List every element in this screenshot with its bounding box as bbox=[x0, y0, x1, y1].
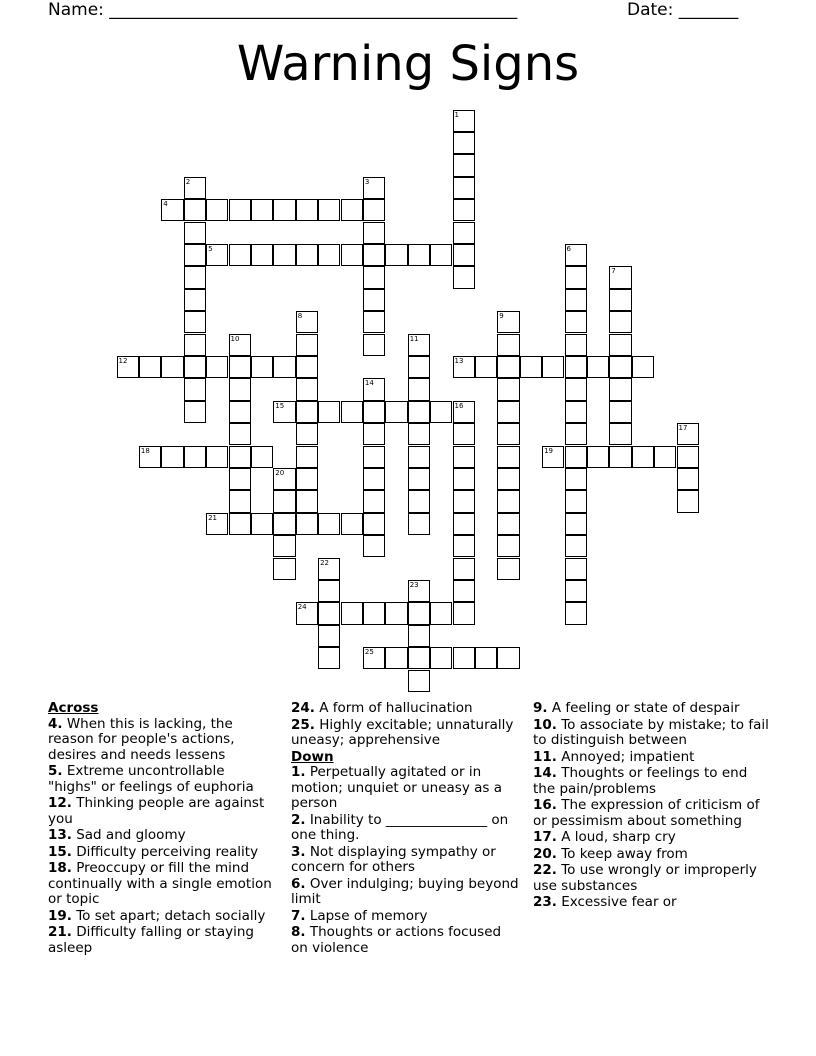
grid-cell[interactable] bbox=[229, 378, 251, 400]
grid-cell[interactable] bbox=[565, 580, 587, 602]
grid-cell[interactable] bbox=[565, 446, 587, 468]
clue-text: Over indulging; buying beyond limit bbox=[291, 875, 519, 907]
grid-cell[interactable] bbox=[363, 513, 385, 535]
clue-number: 24 bbox=[297, 603, 307, 612]
clue-item bbox=[291, 701, 519, 717]
clue-item bbox=[533, 830, 769, 846]
clue-text: The expression of criticism of or pessimism about something bbox=[533, 797, 760, 829]
grid-cell[interactable] bbox=[184, 199, 206, 221]
grid-cell[interactable] bbox=[184, 446, 206, 468]
grid-cell[interactable] bbox=[632, 446, 654, 468]
grid-cell[interactable] bbox=[363, 535, 385, 557]
grid-cell[interactable] bbox=[273, 490, 295, 512]
grid-cell[interactable] bbox=[430, 602, 452, 624]
grid-cell[interactable] bbox=[408, 401, 430, 423]
grid-cell[interactable] bbox=[565, 423, 587, 445]
clue-number: 13 bbox=[454, 356, 464, 365]
grid-cell[interactable] bbox=[497, 513, 519, 535]
clue-number: 12. bbox=[48, 795, 72, 811]
grid-cell[interactable] bbox=[453, 602, 475, 624]
grid-cell[interactable] bbox=[385, 647, 407, 669]
clue-number: 9. bbox=[533, 700, 548, 716]
grid-cell[interactable] bbox=[677, 423, 699, 445]
grid-cell[interactable] bbox=[453, 468, 475, 490]
grid-cell[interactable] bbox=[296, 356, 318, 378]
clue-item bbox=[48, 909, 276, 925]
clue-number: 6. bbox=[291, 875, 306, 892]
grid-cell[interactable] bbox=[363, 468, 385, 490]
clue-number: 3 bbox=[364, 177, 370, 186]
grid-cell[interactable] bbox=[229, 401, 251, 423]
grid-cell[interactable] bbox=[184, 401, 206, 423]
grid-cell[interactable] bbox=[565, 401, 587, 423]
clue-text: A form of hallucination bbox=[314, 700, 473, 716]
grid-cell[interactable] bbox=[453, 647, 475, 669]
grid-cell[interactable] bbox=[565, 490, 587, 512]
grid-cell[interactable] bbox=[229, 423, 251, 445]
clue-text: A loud, sharp cry bbox=[556, 829, 676, 845]
clue-text: Preoccupy or fill the mind continually with a single emotion or topic bbox=[48, 860, 272, 907]
grid-cell[interactable] bbox=[363, 378, 385, 400]
grid-cell[interactable] bbox=[565, 311, 587, 333]
grid-cell[interactable] bbox=[408, 647, 430, 669]
clue-text: To set apart; detach socially bbox=[71, 907, 266, 924]
clue-number: 24. bbox=[291, 700, 315, 716]
grid-cell[interactable] bbox=[430, 401, 452, 423]
grid-cell[interactable] bbox=[184, 177, 206, 199]
grid-cell[interactable] bbox=[184, 244, 206, 266]
clue-number: 11 bbox=[409, 334, 419, 343]
grid-cell[interactable] bbox=[363, 311, 385, 333]
grid-cell[interactable] bbox=[408, 446, 430, 468]
clue-number: 7. bbox=[291, 907, 306, 924]
clue-number: 15 bbox=[275, 401, 285, 410]
clue-number: 8. bbox=[291, 924, 306, 940]
grid-cell[interactable] bbox=[632, 356, 654, 378]
grid-cell[interactable] bbox=[408, 378, 430, 400]
clues-column-2 bbox=[291, 701, 519, 957]
grid-cell[interactable] bbox=[453, 266, 475, 288]
grid-cell[interactable] bbox=[587, 356, 609, 378]
grid-cell[interactable] bbox=[318, 602, 340, 624]
grid-cell[interactable] bbox=[318, 558, 340, 580]
grid-cell[interactable] bbox=[363, 199, 385, 221]
grid-cell[interactable] bbox=[408, 334, 430, 356]
clue-text: Highly excitable; unnaturally uneasy; apprehensive bbox=[291, 716, 514, 748]
clue-item bbox=[291, 909, 519, 925]
clue-number: 2. bbox=[291, 811, 306, 828]
clue-item bbox=[291, 765, 519, 812]
clue-text: Lapse of memory bbox=[305, 907, 428, 924]
grid-cell[interactable] bbox=[453, 535, 475, 557]
grid-cell[interactable] bbox=[273, 468, 295, 490]
grid-cell[interactable] bbox=[296, 199, 318, 221]
grid-cell[interactable] bbox=[453, 244, 475, 266]
clue-number: 15. bbox=[48, 843, 72, 860]
clue-number: 17 bbox=[678, 424, 688, 433]
grid-cell[interactable] bbox=[229, 356, 251, 378]
grid-cell[interactable] bbox=[497, 647, 519, 669]
grid-cell[interactable] bbox=[184, 334, 206, 356]
clue-number: 4. bbox=[48, 715, 63, 732]
clue-number: 4 bbox=[163, 200, 168, 209]
clue-item bbox=[291, 845, 519, 876]
grid-cell[interactable] bbox=[497, 446, 519, 468]
clue-text: Inability to _______________ on one thing. bbox=[291, 811, 509, 843]
clue-number: 1. bbox=[291, 764, 306, 780]
clue-item bbox=[48, 925, 276, 956]
grid-cell[interactable] bbox=[229, 244, 251, 266]
clue-number: 14. bbox=[533, 765, 557, 781]
grid-cell[interactable] bbox=[206, 356, 228, 378]
grid-cell[interactable] bbox=[609, 356, 631, 378]
clue-number: 16 bbox=[454, 401, 464, 410]
grid-cell[interactable] bbox=[318, 647, 340, 669]
clue-number: 5. bbox=[48, 763, 63, 779]
grid-cell[interactable] bbox=[408, 423, 430, 445]
clues-column-3 bbox=[533, 701, 769, 912]
grid-cell[interactable] bbox=[520, 356, 542, 378]
grid-cell[interactable] bbox=[273, 401, 295, 423]
grid-cell[interactable] bbox=[251, 356, 273, 378]
clue-number: 10 bbox=[230, 334, 240, 343]
grid-cell[interactable] bbox=[408, 244, 430, 266]
grid-cell[interactable] bbox=[565, 378, 587, 400]
grid-cell[interactable] bbox=[318, 625, 340, 647]
grid-cell[interactable] bbox=[363, 602, 385, 624]
grid-cell[interactable] bbox=[363, 401, 385, 423]
grid-cell[interactable] bbox=[296, 602, 318, 624]
clue-item bbox=[533, 847, 769, 863]
grid-cell[interactable] bbox=[453, 446, 475, 468]
clue-item bbox=[291, 925, 519, 956]
clue-item bbox=[533, 718, 769, 749]
grid-cell[interactable] bbox=[229, 334, 251, 356]
grid-cell[interactable] bbox=[453, 558, 475, 580]
grid-cell[interactable] bbox=[453, 513, 475, 535]
grid-cell[interactable] bbox=[565, 266, 587, 288]
date-field[interactable]: Date: _______ bbox=[627, 0, 739, 20]
grid-cell[interactable] bbox=[408, 468, 430, 490]
grid-cell[interactable] bbox=[161, 199, 183, 221]
clue-text: Difficulty perceiving reality bbox=[71, 843, 259, 860]
clue-text: To associate by mistake; to fail to distinguish between bbox=[533, 716, 769, 748]
grid-cell[interactable] bbox=[453, 490, 475, 512]
grid-cell[interactable] bbox=[497, 311, 519, 333]
grid-cell[interactable] bbox=[206, 513, 228, 535]
grid-cell[interactable] bbox=[363, 222, 385, 244]
grid-cell[interactable] bbox=[341, 401, 363, 423]
clue-text: When this is lacking, the reason for people's actions, desires and needs lessens bbox=[48, 715, 235, 763]
grid-cell[interactable] bbox=[677, 490, 699, 512]
clue-number: 23. bbox=[533, 894, 557, 910]
grid-cell[interactable] bbox=[497, 423, 519, 445]
clue-item bbox=[533, 766, 769, 797]
grid-cell[interactable] bbox=[408, 490, 430, 512]
grid-cell[interactable] bbox=[609, 289, 631, 311]
clue-item bbox=[533, 750, 769, 766]
grid-cell[interactable] bbox=[497, 535, 519, 557]
grid-cell[interactable] bbox=[206, 244, 228, 266]
grid-cell[interactable] bbox=[296, 244, 318, 266]
grid-cell[interactable] bbox=[497, 401, 519, 423]
grid-cell[interactable] bbox=[565, 289, 587, 311]
grid-cell[interactable] bbox=[341, 602, 363, 624]
clue-item bbox=[48, 764, 276, 795]
grid-cell[interactable] bbox=[609, 334, 631, 356]
clue-text: Excessive fear or bbox=[556, 894, 677, 910]
grid-cell[interactable] bbox=[229, 199, 251, 221]
grid-cell[interactable] bbox=[453, 401, 475, 423]
grid-cell[interactable] bbox=[430, 244, 452, 266]
grid-cell[interactable] bbox=[408, 670, 430, 692]
clue-number: 2 bbox=[185, 177, 191, 186]
grid-cell[interactable] bbox=[497, 468, 519, 490]
grid-cell[interactable] bbox=[206, 446, 228, 468]
grid-cell[interactable] bbox=[430, 647, 452, 669]
grid-cell[interactable] bbox=[184, 266, 206, 288]
clue-text: Extreme uncontrollable "highs" or feelings of euphoria bbox=[48, 763, 254, 795]
grid-cell[interactable] bbox=[296, 423, 318, 445]
grid-cell[interactable] bbox=[161, 356, 183, 378]
clue-number: 17. bbox=[533, 829, 557, 845]
clue-text: To keep away from bbox=[556, 845, 688, 862]
grid-cell[interactable] bbox=[184, 289, 206, 311]
grid-cell[interactable] bbox=[385, 244, 407, 266]
clue-number: 25 bbox=[364, 648, 374, 657]
grid-cell[interactable] bbox=[453, 580, 475, 602]
grid-cell[interactable] bbox=[363, 423, 385, 445]
grid-cell[interactable] bbox=[453, 423, 475, 445]
clue-number: 22 bbox=[320, 558, 330, 567]
grid-cell[interactable] bbox=[453, 132, 475, 154]
clue-number: 25. bbox=[291, 716, 315, 733]
grid-cell[interactable] bbox=[161, 446, 183, 468]
clue-item bbox=[48, 717, 276, 764]
grid-cell[interactable] bbox=[609, 423, 631, 445]
grid-cell[interactable] bbox=[363, 334, 385, 356]
grid-cell[interactable] bbox=[565, 334, 587, 356]
grid-cell[interactable] bbox=[229, 446, 251, 468]
clue-number: 18 bbox=[140, 446, 150, 455]
clue-text: Not displaying sympathy or concern for others bbox=[291, 843, 496, 875]
grid-cell[interactable] bbox=[363, 647, 385, 669]
grid-cell[interactable] bbox=[609, 311, 631, 333]
grid-cell[interactable] bbox=[229, 468, 251, 490]
clue-item bbox=[48, 845, 276, 861]
clue-number: 1 bbox=[454, 110, 459, 119]
grid-cell[interactable] bbox=[184, 311, 206, 333]
clue-item bbox=[291, 813, 519, 844]
clue-number: 9 bbox=[499, 312, 504, 321]
grid-cell[interactable] bbox=[565, 356, 587, 378]
grid-cell[interactable] bbox=[117, 356, 139, 378]
grid-cell[interactable] bbox=[677, 446, 699, 468]
grid-cell[interactable] bbox=[318, 401, 340, 423]
clue-number: 18. bbox=[48, 860, 72, 876]
clue-number: 19 bbox=[544, 446, 554, 455]
grid-cell[interactable] bbox=[565, 468, 587, 490]
grid-cell[interactable] bbox=[677, 468, 699, 490]
grid-cell[interactable] bbox=[363, 266, 385, 288]
clue-number: 23 bbox=[409, 580, 419, 589]
clue-item bbox=[291, 718, 519, 749]
grid-cell[interactable] bbox=[184, 356, 206, 378]
clue-number: 10. bbox=[533, 716, 557, 733]
grid-cell[interactable] bbox=[385, 602, 407, 624]
grid-cell[interactable] bbox=[609, 401, 631, 423]
clue-number: 20 bbox=[275, 468, 285, 477]
grid-cell[interactable] bbox=[251, 513, 273, 535]
grid-cell[interactable] bbox=[363, 177, 385, 199]
grid-cell[interactable] bbox=[318, 513, 340, 535]
grid-cell[interactable] bbox=[475, 647, 497, 669]
grid-cell[interactable] bbox=[453, 110, 475, 132]
grid-cell[interactable] bbox=[296, 378, 318, 400]
grid-cell[interactable] bbox=[654, 446, 676, 468]
clue-text: Annoyed; impatient bbox=[556, 748, 695, 765]
clue-number: 19. bbox=[48, 907, 72, 924]
grid-cell[interactable] bbox=[273, 244, 295, 266]
grid-cell[interactable] bbox=[453, 199, 475, 221]
grid-cell[interactable] bbox=[565, 244, 587, 266]
grid-cell[interactable] bbox=[609, 266, 631, 288]
clue-item bbox=[48, 861, 276, 908]
clue-number: 13. bbox=[48, 827, 72, 843]
clue-item bbox=[533, 895, 769, 911]
clue-item bbox=[291, 877, 519, 908]
clue-text: Difficulty falling or staying asleep bbox=[48, 924, 254, 956]
clue-text: Thoughts or actions focused on violence bbox=[291, 924, 502, 956]
grid-cell[interactable] bbox=[475, 356, 497, 378]
grid-cell[interactable] bbox=[363, 490, 385, 512]
grid-cell[interactable] bbox=[318, 244, 340, 266]
clue-number: 22. bbox=[533, 862, 557, 878]
grid-cell[interactable] bbox=[139, 446, 161, 468]
grid-cell[interactable] bbox=[139, 356, 161, 378]
clue-number: 21 bbox=[208, 513, 218, 522]
clue-number: 7 bbox=[611, 267, 616, 276]
grid-cell[interactable] bbox=[587, 446, 609, 468]
grid-cell[interactable] bbox=[273, 199, 295, 221]
clue-item bbox=[533, 798, 769, 829]
grid-cell[interactable] bbox=[273, 535, 295, 557]
grid-cell[interactable] bbox=[565, 535, 587, 557]
grid-cell[interactable] bbox=[408, 625, 430, 647]
clue-number: 12 bbox=[118, 356, 128, 365]
clue-number: 11. bbox=[533, 748, 557, 765]
grid-cell[interactable] bbox=[565, 513, 587, 535]
grid-cell[interactable] bbox=[408, 580, 430, 602]
grid-cell[interactable] bbox=[453, 177, 475, 199]
clue-number: 5 bbox=[208, 244, 213, 253]
clue-number: 16. bbox=[533, 797, 557, 813]
grid-cell[interactable] bbox=[497, 490, 519, 512]
grid-cell[interactable] bbox=[408, 602, 430, 624]
grid-cell[interactable] bbox=[296, 468, 318, 490]
across-header: Across bbox=[48, 700, 99, 716]
grid-cell[interactable] bbox=[318, 199, 340, 221]
clue-number: 14 bbox=[364, 379, 374, 388]
clues-column-1 bbox=[48, 701, 276, 957]
clue-text: A feeling or state of despair bbox=[547, 700, 740, 716]
grid-cell[interactable] bbox=[341, 199, 363, 221]
clue-item bbox=[48, 796, 276, 827]
grid-cell[interactable] bbox=[251, 446, 273, 468]
grid-cell[interactable] bbox=[251, 199, 273, 221]
page-title: Warning Signs bbox=[236, 36, 580, 92]
grid-cell[interactable] bbox=[273, 356, 295, 378]
grid-cell[interactable] bbox=[385, 401, 407, 423]
grid-cell[interactable] bbox=[341, 244, 363, 266]
grid-cell[interactable] bbox=[497, 558, 519, 580]
clue-item bbox=[48, 828, 276, 844]
grid-cell[interactable] bbox=[184, 378, 206, 400]
grid-cell[interactable] bbox=[497, 334, 519, 356]
grid-cell[interactable] bbox=[229, 490, 251, 512]
clue-text: Thinking people are against you bbox=[48, 795, 265, 827]
clue-number: 8 bbox=[297, 312, 303, 321]
grid-cell[interactable] bbox=[565, 602, 587, 624]
grid-cell[interactable] bbox=[453, 222, 475, 244]
grid-cell[interactable] bbox=[565, 558, 587, 580]
grid-cell[interactable] bbox=[296, 311, 318, 333]
grid-cell[interactable] bbox=[542, 446, 564, 468]
grid-cell[interactable] bbox=[363, 244, 385, 266]
grid-cell[interactable] bbox=[453, 154, 475, 176]
clue-number: 20. bbox=[533, 845, 557, 862]
grid-cell[interactable] bbox=[497, 356, 519, 378]
grid-cell[interactable] bbox=[609, 446, 631, 468]
clue-number: 6 bbox=[566, 244, 571, 253]
grid-cell[interactable] bbox=[497, 378, 519, 400]
grid-cell[interactable] bbox=[408, 356, 430, 378]
grid-cell[interactable] bbox=[296, 334, 318, 356]
clue-text: Perpetually agitated or in motion; unquiet or uneasy as a person bbox=[291, 764, 502, 811]
name-field[interactable]: Name: ________________________________________________ bbox=[48, 0, 518, 20]
clue-text: Thoughts or feelings to end the pain/problems bbox=[533, 765, 748, 797]
clue-number: 21. bbox=[48, 924, 72, 940]
grid-cell[interactable] bbox=[296, 490, 318, 512]
clue-number: 3. bbox=[291, 843, 306, 860]
down-header: Down bbox=[291, 748, 334, 765]
grid-cell[interactable] bbox=[251, 244, 273, 266]
grid-cell[interactable] bbox=[542, 356, 564, 378]
grid-cell[interactable] bbox=[296, 513, 318, 535]
grid-cell[interactable] bbox=[206, 199, 228, 221]
grid-cell[interactable] bbox=[296, 446, 318, 468]
grid-cell[interactable] bbox=[453, 356, 475, 378]
clue-item bbox=[533, 701, 769, 717]
grid-cell[interactable] bbox=[184, 222, 206, 244]
grid-cell[interactable] bbox=[318, 580, 340, 602]
grid-cell[interactable] bbox=[229, 513, 251, 535]
grid-cell[interactable] bbox=[273, 513, 295, 535]
grid-cell[interactable] bbox=[363, 446, 385, 468]
grid-cell[interactable] bbox=[363, 289, 385, 311]
grid-cell[interactable] bbox=[408, 513, 430, 535]
grid-cell[interactable] bbox=[273, 558, 295, 580]
grid-cell[interactable] bbox=[341, 513, 363, 535]
clue-item bbox=[533, 863, 769, 894]
clue-text: Sad and gloomy bbox=[71, 827, 186, 843]
clue-text: To use wrongly or improperly use substances bbox=[533, 862, 757, 894]
grid-cell[interactable] bbox=[609, 378, 631, 400]
grid-cell[interactable] bbox=[296, 401, 318, 423]
